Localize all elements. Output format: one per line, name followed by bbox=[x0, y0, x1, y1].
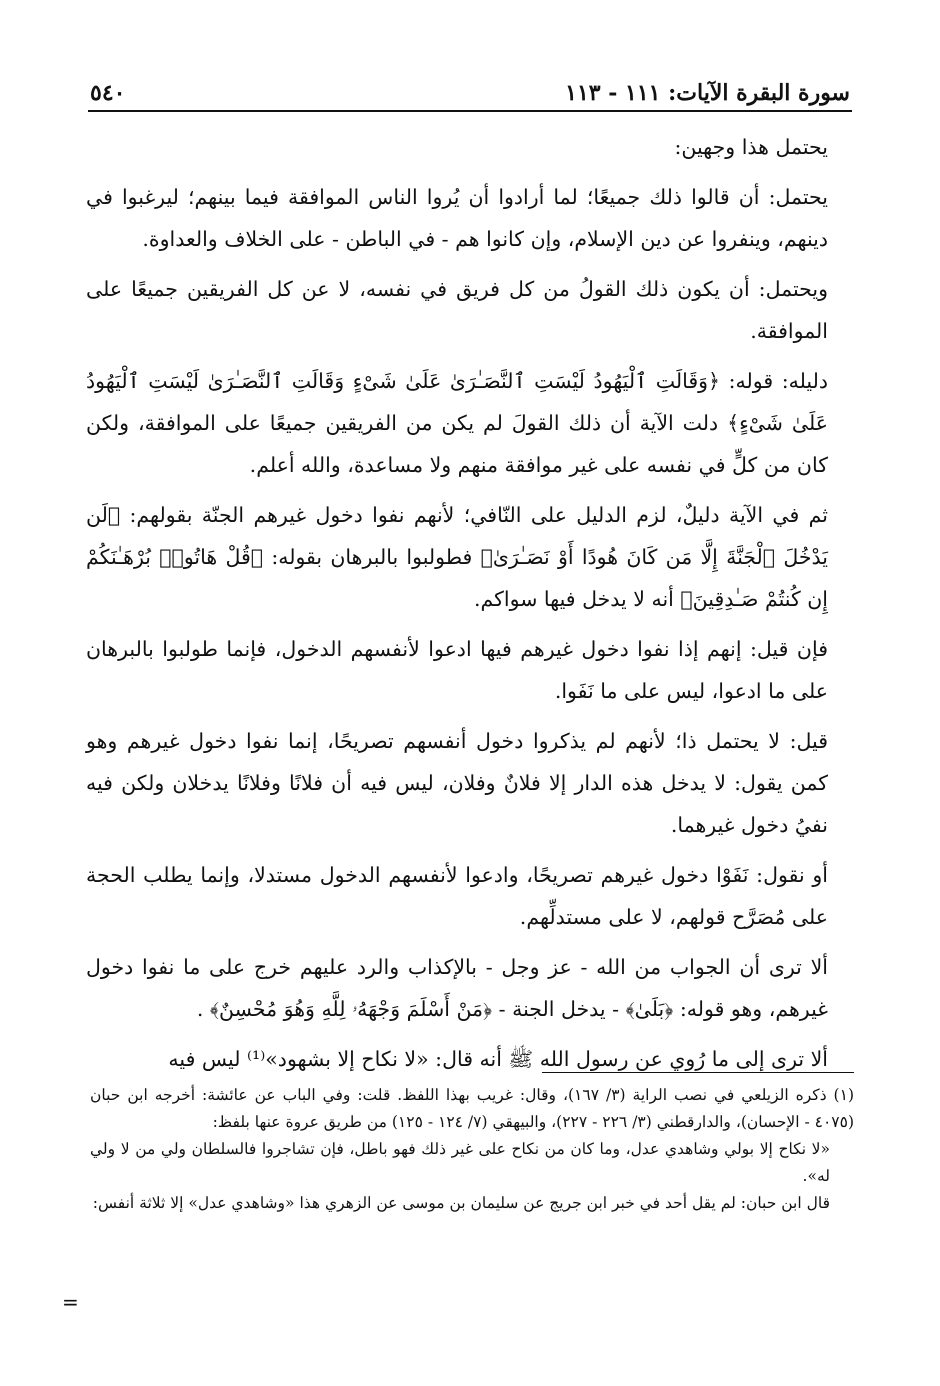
paragraph-second-interpretation: ويحتمل: أن يكون ذلك القولُ من كل فريق في نفسه، لا عن كل الفريقين جميعًا على الموافقة. bbox=[86, 277, 828, 343]
paragraph-evidence: دليله: قوله: ﴿وَقَالَتِ ٱلْيَهُودُ لَيْسَتِ ٱلنَّصَـٰرَىٰ عَلَىٰ شَىْءٍ وَقَالَتِ ٱلنَّصَـٰرَىٰ لَيْسَتِ ٱلْيَهُودُ عَلَىٰ شَىْءٍ﴾ دلت الآية أن ذلك القولَ لم يكن من الفريقين جميعًا على الموافقة، ولكن كان من كلٍّ في نفسه على غير موافقة منهم ولا مساعدة، والله أعلم. bbox=[86, 369, 828, 477]
paragraph-objection: فإن قيل: إنهم إذا نفوا دخول غيرهم فيها ادعوا لأنفسهم الدخول، فإنما طولبوا بالبرهان على ما ادعوا، ليس على ما نَفَوا. bbox=[86, 637, 828, 703]
paragraph-reply: قيل: لا يحتمل ذا؛ لأنهم لم يذكروا دخول أنفسهم تصريحًا، إنما نفوا دخول غيرهم وهو كمن يقول: لا يدخل هذه الدار إلا فلانٌ وفلان، ليس فيه أن فلانًا وفلانًا يدخلان ولكن فيه نفيُ دخول غيرهما. bbox=[86, 729, 828, 837]
running-title: سورة البقرة الآيات: ١١١ - ١١٣ bbox=[565, 80, 850, 106]
continuation-mark: = bbox=[62, 1290, 79, 1314]
paragraph-alternative-reply: أو نقول: نَفَوْا دخول غيرهم تصريحًا، وادعوا لأنفسهم الدخول مستدلا، وإنما يطلب الحجة على مُصَرَّح قولهم، لا على مستدلِّهم. bbox=[86, 863, 828, 929]
page-header bbox=[90, 66, 850, 106]
footnotes bbox=[90, 1082, 854, 1217]
footnote-separator bbox=[542, 1072, 854, 1073]
main-text bbox=[86, 126, 854, 1088]
footnote-1-quote: «لا نكاح إلا بولي وشاهدي عدل، وما كان من نكاح على غير ذلك فهو باطل، فإن تشاجروا فالسلطان ولي من لا ولي له». bbox=[90, 1140, 830, 1185]
paragraph-hadith: ألا ترى إلى ما رُوي عن رسول الله ﷺ أنه قال: «لا نكاح إلا بشهود»⁽¹⁾ ليس فيه bbox=[168, 1047, 828, 1071]
footnote-1-commentary: قال ابن حبان: لم يقل أحد في خبر ابن جريج عن سليمان بن موسى عن الزهري هذا «وشاهدي عدل» إلا ثلاثة أنفس: bbox=[92, 1194, 830, 1212]
page-number: ٥٤٠ bbox=[90, 80, 126, 106]
paragraph-intro: يحتمل هذا وجهين: bbox=[674, 135, 828, 159]
footnote-1-source: (١) ذكره الزيلعي في نصب الراية (٣/ ١٦٧)، وقال: غريب بهذا اللفظ. قلت: وفي الباب عن عائشة: أخرجه ابن حبان (٤٠٧٥ - الإحسان)، والدارقطني (٣/ ٢٢٦ - ٢٢٧)، والبيهقي (٧/ ١٢٤ - ١٢٥) من طريق عروة عنها بلفظ: bbox=[90, 1086, 854, 1131]
paragraph-divine-answer: ألا ترى أن الجواب من الله - عز وجل - بالإكذاب والرد عليهم خرج على ما نفوا دخول غيرهم، وهو قوله: ﴿بَلَىٰ﴾ - يدخل الجنة - ﴿مَنْ أَسْلَمَ وَجْهَهُۥ لِلَّهِ وَهُوَ مُحْسِنٌ﴾ . bbox=[86, 955, 828, 1021]
paragraph-first-interpretation: يحتمل: أن قالوا ذلك جميعًا؛ لما أرادوا أن يُروا الناس الموافقة فيما بينهم؛ ليرغبوا في دينهم، وينفروا عن دين الإسلام، وإن كانوا هم - في الباطن - على الخلاف والعداوة. bbox=[86, 185, 828, 251]
header-rule bbox=[88, 110, 852, 112]
paragraph-proof-on-negator: ثم في الآية دليلٌ، لزم الدليل على النّافي؛ لأنهم نفوا دخول غيرهم الجنّة بقولهم: ﴿لَن يَدْخُلَ ٱلْجَنَّةَ إِلَّا مَن كَانَ هُودًا أَوْ نَصَـٰرَىٰ﴾ فطولبوا بالبرهان بقوله: ﴿قُلْ هَاتُوا۟ بُرْهَـٰنَكُمْ إِن كُنتُمْ صَـٰدِقِينَ﴾ أنه لا يدخل فيها سواكم. bbox=[86, 503, 828, 611]
